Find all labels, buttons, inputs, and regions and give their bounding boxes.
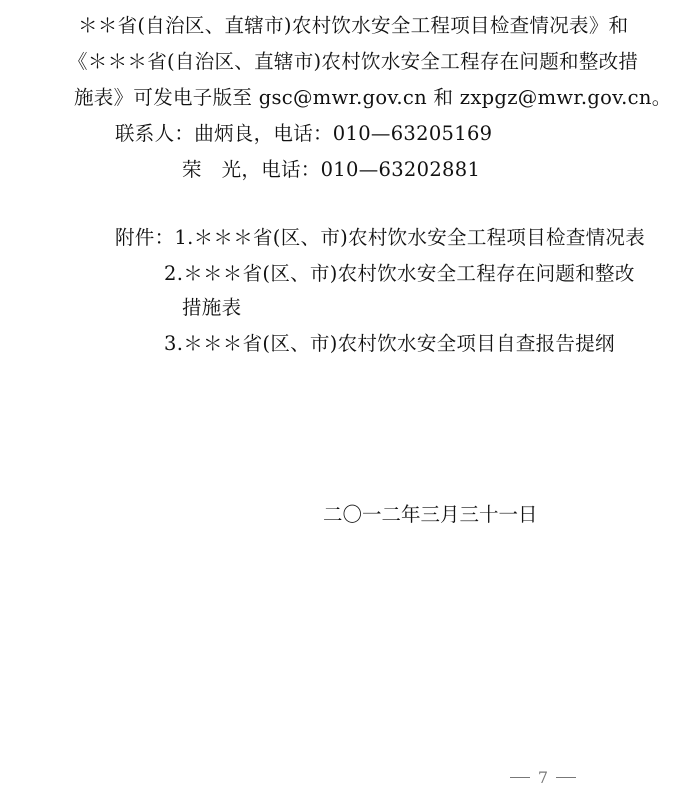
attachment-line-3: 3.＊＊＊省(区、市)农村饮水安全项目自查报告提纲 — [164, 332, 615, 355]
attachment-line-1: 附件：1.＊＊＊省(区、市)农村饮水安全工程项目检查情况表 — [115, 226, 646, 249]
contact-line-1: 联系人：曲炳良，电话：010—63205169 — [115, 122, 493, 145]
body-line-3: 施表》可发电子版至 gsc@mwr.gov.cn 和 zxpgz@mwr.gov.cn。 — [74, 86, 672, 109]
attachment-line-2-cont: 措施表 — [182, 296, 242, 319]
signature-date: 二〇一二年三月三十一日 — [323, 503, 538, 526]
page-footer — [502, 768, 584, 787]
page-number: 7 — [537, 768, 548, 787]
attachment-line-2: 2.＊＊＊省(区、市)农村饮水安全工程存在问题和整改 — [164, 262, 635, 285]
body-line-2: 《＊＊＊省(自治区、直辖市)农村饮水安全工程存在问题和整改措 — [68, 50, 639, 73]
footer-dash-right — [556, 777, 576, 778]
body-line-1: ＊＊省(自治区、直辖市)农村饮水安全工程项目检查情况表》和 — [78, 14, 629, 37]
contact-line-2: 荣 光，电话：010—63202881 — [182, 158, 481, 181]
footer-dash-left — [510, 777, 530, 778]
